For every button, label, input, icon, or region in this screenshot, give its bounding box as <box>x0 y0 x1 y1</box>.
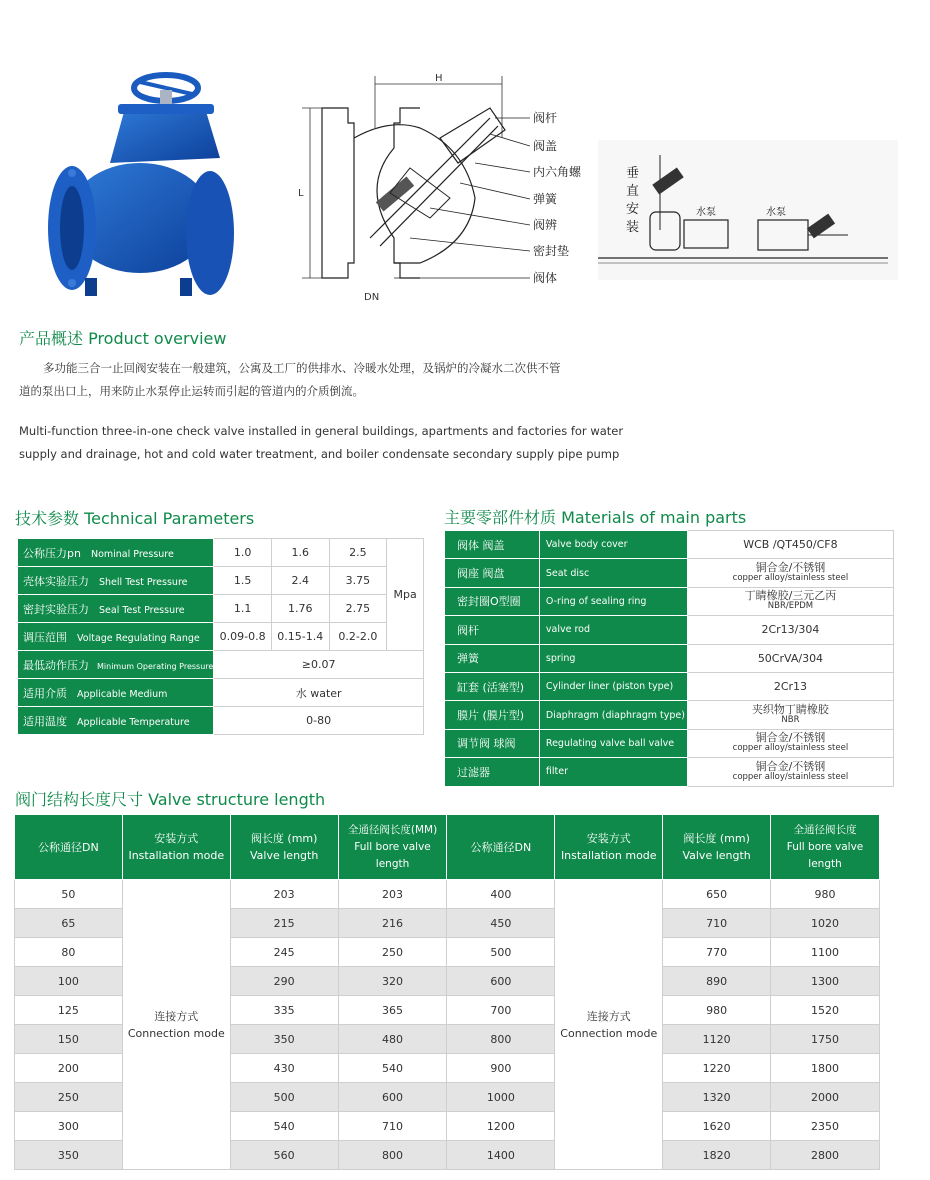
valve-length-cell-2: 650 <box>663 880 771 909</box>
material-value <box>687 729 893 757</box>
full-bore-length-cell: 320 <box>338 967 447 996</box>
callout-body: 阀体 <box>533 271 558 285</box>
full-bore-length-cell-2: 1300 <box>771 967 880 996</box>
material-part-en: valve rod <box>539 616 687 644</box>
valve-product-photo <box>30 68 250 298</box>
tech-label: 公称压力pn Nominal Pressure <box>18 539 214 567</box>
overview-en-line-1: Multi-function three-in-one check valve installed in general buildings, apartments and factories for water <box>19 424 624 438</box>
header-valve-length: 阀长度 (mm) Valve length <box>230 815 338 880</box>
material-row <box>445 616 894 644</box>
material-value-sub: NBR <box>781 715 800 726</box>
tech-value: 2.5 <box>329 539 387 567</box>
material-part-en: spring <box>539 644 687 672</box>
material-value-main: 2Cr13 <box>773 680 808 694</box>
valve-length-cell: 245 <box>230 938 338 967</box>
dim-h-label: H <box>435 73 443 84</box>
vertical-char-2: 直 <box>626 184 640 199</box>
material-part-cn: 膜片 (膜片型) <box>445 701 540 729</box>
valve-length-cell-2: 710 <box>663 909 771 938</box>
tech-value: ≥0.07 <box>214 651 424 679</box>
material-value-main: 50CrVA/304 <box>757 651 824 665</box>
material-value <box>687 616 893 644</box>
pump-1-label: 水泵 <box>696 207 716 218</box>
valve-length-cell: 430 <box>230 1054 338 1083</box>
valve-section-drawing <box>290 68 590 308</box>
material-value-main: 铜合金/不锈钢 <box>755 561 826 575</box>
dn-cell-2: 1400 <box>447 1141 555 1170</box>
tech-value: 2.4 <box>271 567 329 595</box>
structure-title: 阀门结构长度尺寸 Valve structure length <box>15 790 326 809</box>
material-row <box>445 672 894 700</box>
dn-cell-2: 900 <box>447 1054 555 1083</box>
valve-length-cell-2: 890 <box>663 967 771 996</box>
dn-cell: 150 <box>15 1025 123 1054</box>
tech-row <box>18 623 424 651</box>
vertical-char-3: 安 <box>626 202 640 217</box>
dn-cell: 65 <box>15 909 123 938</box>
dn-cell: 250 <box>15 1083 123 1112</box>
valve-length-cell-2: 1620 <box>663 1112 771 1141</box>
full-bore-length-cell: 540 <box>338 1054 447 1083</box>
overview-title: 产品概述 Product overview <box>19 329 227 348</box>
material-part-cn: 缸套 (活塞型) <box>445 672 540 700</box>
dn-cell-2: 1200 <box>447 1112 555 1141</box>
valve-length-cell: 500 <box>230 1083 338 1112</box>
material-value-sub: copper alloy/stainless steel <box>732 743 849 754</box>
full-bore-length-cell-2: 1100 <box>771 938 880 967</box>
dn-cell-2: 600 <box>447 967 555 996</box>
structure-header-row <box>15 815 880 880</box>
material-value-sub: copper alloy/stainless steel <box>732 573 849 584</box>
valve-length-cell: 560 <box>230 1141 338 1170</box>
tech-label: 密封实验压力 Seal Test Pressure <box>18 595 214 623</box>
valve-length-cell-2: 1820 <box>663 1141 771 1170</box>
tech-value: 水 water <box>214 679 424 707</box>
material-row <box>445 644 894 672</box>
material-part-cn: 阀杆 <box>445 616 540 644</box>
tech-row <box>18 651 424 679</box>
valve-length-cell: 335 <box>230 996 338 1025</box>
material-part-cn: 过滤器 <box>445 758 540 786</box>
material-part-en: Diaphragm (diaphragm type) <box>539 701 687 729</box>
tech-value: 0-80 <box>214 707 424 735</box>
tech-value: 1.1 <box>214 595 272 623</box>
tech-value: 0.15-1.4 <box>271 623 329 651</box>
material-value-main: 夹织物丁睛橡胶 <box>751 703 829 717</box>
material-part-en: Regulating valve ball valve <box>539 729 687 757</box>
material-row <box>445 701 894 729</box>
connection-mode-cell: 连接方式 Connection mode <box>122 880 230 1170</box>
tech-value: 2.75 <box>329 595 387 623</box>
material-part-en: O-ring of sealing ring <box>539 587 687 615</box>
dn-cell-2: 800 <box>447 1025 555 1054</box>
material-part-cn: 密封圈O型圈 <box>445 587 540 615</box>
callout-stem: 阀杆 <box>533 111 558 125</box>
material-row <box>445 531 894 559</box>
full-bore-length-cell: 216 <box>338 909 447 938</box>
dn-cell-2: 1000 <box>447 1083 555 1112</box>
header-dn-2: 公称通径DN <box>447 815 555 880</box>
full-bore-length-cell: 365 <box>338 996 447 1025</box>
pump-2-label: 水泵 <box>766 207 786 218</box>
tech-label: 壳体实验压力 Shell Test Pressure <box>18 567 214 595</box>
valve-length-cell-2: 770 <box>663 938 771 967</box>
material-value <box>687 701 893 729</box>
tech-parameters-table <box>17 538 424 735</box>
dim-l-label: L <box>298 188 304 199</box>
dn-cell-2: 700 <box>447 996 555 1025</box>
vertical-char-4: 装 <box>626 220 640 235</box>
dn-cell: 125 <box>15 996 123 1025</box>
vertical-char-1: 垂 <box>626 166 640 181</box>
materials-table <box>444 530 894 787</box>
material-value-main: 2Cr13/304 <box>761 623 820 637</box>
tech-value: 0.2-2.0 <box>329 623 387 651</box>
material-value <box>687 672 893 700</box>
dn-cell: 50 <box>15 880 123 909</box>
material-value-sub: NBR/EPDM <box>767 601 814 612</box>
tech-label: 最低动作压力 Minimum Operating Pressure <box>18 651 214 679</box>
callout-spring: 弹簧 <box>533 192 558 206</box>
valve-length-cell: 540 <box>230 1112 338 1141</box>
full-bore-length-cell: 480 <box>338 1025 447 1054</box>
materials-title: 主要零部件材质 Materials of main parts <box>444 508 747 527</box>
valve-structure-table <box>14 814 880 1170</box>
full-bore-length-cell-2: 2350 <box>771 1112 880 1141</box>
callout-hex-screw: 内六角螺 <box>533 165 582 179</box>
header-installation: 安装方式 Installation mode <box>122 815 230 880</box>
material-value <box>687 587 893 615</box>
material-part-en: filter <box>539 758 687 786</box>
tech-value: 1.5 <box>214 567 272 595</box>
dn-cell-2: 400 <box>447 880 555 909</box>
tech-unit: Mpa <box>387 539 424 651</box>
full-bore-length-cell: 710 <box>338 1112 447 1141</box>
full-bore-length-cell: 250 <box>338 938 447 967</box>
tech-title: 技术参数 Technical Parameters <box>15 509 255 528</box>
overview-text-cn <box>19 357 619 403</box>
material-part-cn: 弹簧 <box>445 644 540 672</box>
material-part-en: Cylinder liner (piston type) <box>539 672 687 700</box>
tech-label: 适用温度 Applicable Temperature <box>18 707 214 735</box>
header-installation-2: 安装方式 Installation mode <box>555 815 663 880</box>
full-bore-length-cell: 203 <box>338 880 447 909</box>
overview-cn-line-2: 道的泵出口上，用来防止水泵停止运转而引起的管道内的介质倒流。 <box>19 384 364 398</box>
callout-disc: 阀辨 <box>533 218 558 232</box>
valve-length-cell-2: 980 <box>663 996 771 1025</box>
valve-length-cell-2: 1220 <box>663 1054 771 1083</box>
tech-row <box>18 595 424 623</box>
connection-mode-cell: 连接方式 Connection mode <box>555 880 663 1170</box>
callout-bonnet: 阀盖 <box>533 139 558 153</box>
material-value <box>687 644 893 672</box>
dn-cell: 80 <box>15 938 123 967</box>
overview-text-en <box>19 420 659 466</box>
material-part-cn: 调节阀 球阀 <box>445 729 540 757</box>
tech-label: 调压范围 Voltage Regulating Range <box>18 623 214 651</box>
material-part-cn: 阀座 阀盘 <box>445 559 540 587</box>
full-bore-length-cell: 600 <box>338 1083 447 1112</box>
valve-length-cell: 350 <box>230 1025 338 1054</box>
header-valve-length-2: 阀长度 (mm) Valve length <box>663 815 771 880</box>
dn-cell: 300 <box>15 1112 123 1141</box>
full-bore-length-cell-2: 2000 <box>771 1083 880 1112</box>
full-bore-length-cell: 800 <box>338 1141 447 1170</box>
dn-cell: 350 <box>15 1141 123 1170</box>
material-part-en: Seat disc <box>539 559 687 587</box>
dim-dn-label: DN <box>364 292 380 303</box>
header-full-bore-2: 全通径阀长度 Full bore valve length <box>771 815 880 880</box>
full-bore-length-cell-2: 2800 <box>771 1141 880 1170</box>
dn-cell: 100 <box>15 967 123 996</box>
tech-value: 1.0 <box>214 539 272 567</box>
tech-value: 0.09-0.8 <box>214 623 272 651</box>
installation-sketch <box>598 140 898 280</box>
full-bore-length-cell-2: 1800 <box>771 1054 880 1083</box>
tech-row <box>18 707 424 735</box>
material-value <box>687 559 893 587</box>
material-value <box>687 758 893 786</box>
material-value-sub: copper alloy/stainless steel <box>732 771 849 782</box>
material-value-main: 铜合金/不锈钢 <box>755 759 826 773</box>
full-bore-length-cell-2: 980 <box>771 880 880 909</box>
full-bore-length-cell-2: 1750 <box>771 1025 880 1054</box>
header-full-bore: 全通径阀长度(MM) Full bore valve length <box>338 815 447 880</box>
valve-length-cell: 290 <box>230 967 338 996</box>
material-row <box>445 729 894 757</box>
material-value <box>687 531 893 559</box>
valve-length-cell: 215 <box>230 909 338 938</box>
valve-length-cell: 203 <box>230 880 338 909</box>
overview-cn-line-1: 多功能三合一止回阀安装在一般建筑，公寓及工厂的供排水、冷暖水处理，及锅炉的冷凝水二次供不管 <box>43 361 561 375</box>
valve-length-cell-2: 1320 <box>663 1083 771 1112</box>
full-bore-length-cell-2: 1020 <box>771 909 880 938</box>
material-part-en: Valve body cover <box>539 531 687 559</box>
material-value-main: 铜合金/不锈钢 <box>755 731 826 745</box>
dn-cell: 200 <box>15 1054 123 1083</box>
header-dn: 公称通径DN <box>15 815 123 880</box>
material-row <box>445 758 894 786</box>
valve-length-cell-2: 1120 <box>663 1025 771 1054</box>
dn-cell-2: 450 <box>447 909 555 938</box>
tech-value: 1.76 <box>271 595 329 623</box>
callout-gasket: 密封垫 <box>533 244 570 258</box>
tech-row <box>18 567 424 595</box>
tech-row <box>18 539 424 567</box>
material-row <box>445 587 894 615</box>
dn-cell-2: 500 <box>447 938 555 967</box>
overview-en-line-2: supply and drainage, hot and cold water treatment, and boiler condensate secondary supply pipe pump <box>19 447 620 461</box>
material-part-cn: 阀体 阀盖 <box>445 531 540 559</box>
tech-value: 3.75 <box>329 567 387 595</box>
material-value-main: 丁睛橡胶/三元乙丙 <box>744 589 837 603</box>
material-value-main: WCB /QT450/CF8 <box>743 538 838 552</box>
tech-row <box>18 679 424 707</box>
table-row <box>15 880 880 909</box>
tech-label: 适用介质 Applicable Medium <box>18 679 214 707</box>
material-row <box>445 559 894 587</box>
full-bore-length-cell-2: 1520 <box>771 996 880 1025</box>
tech-value: 1.6 <box>271 539 329 567</box>
